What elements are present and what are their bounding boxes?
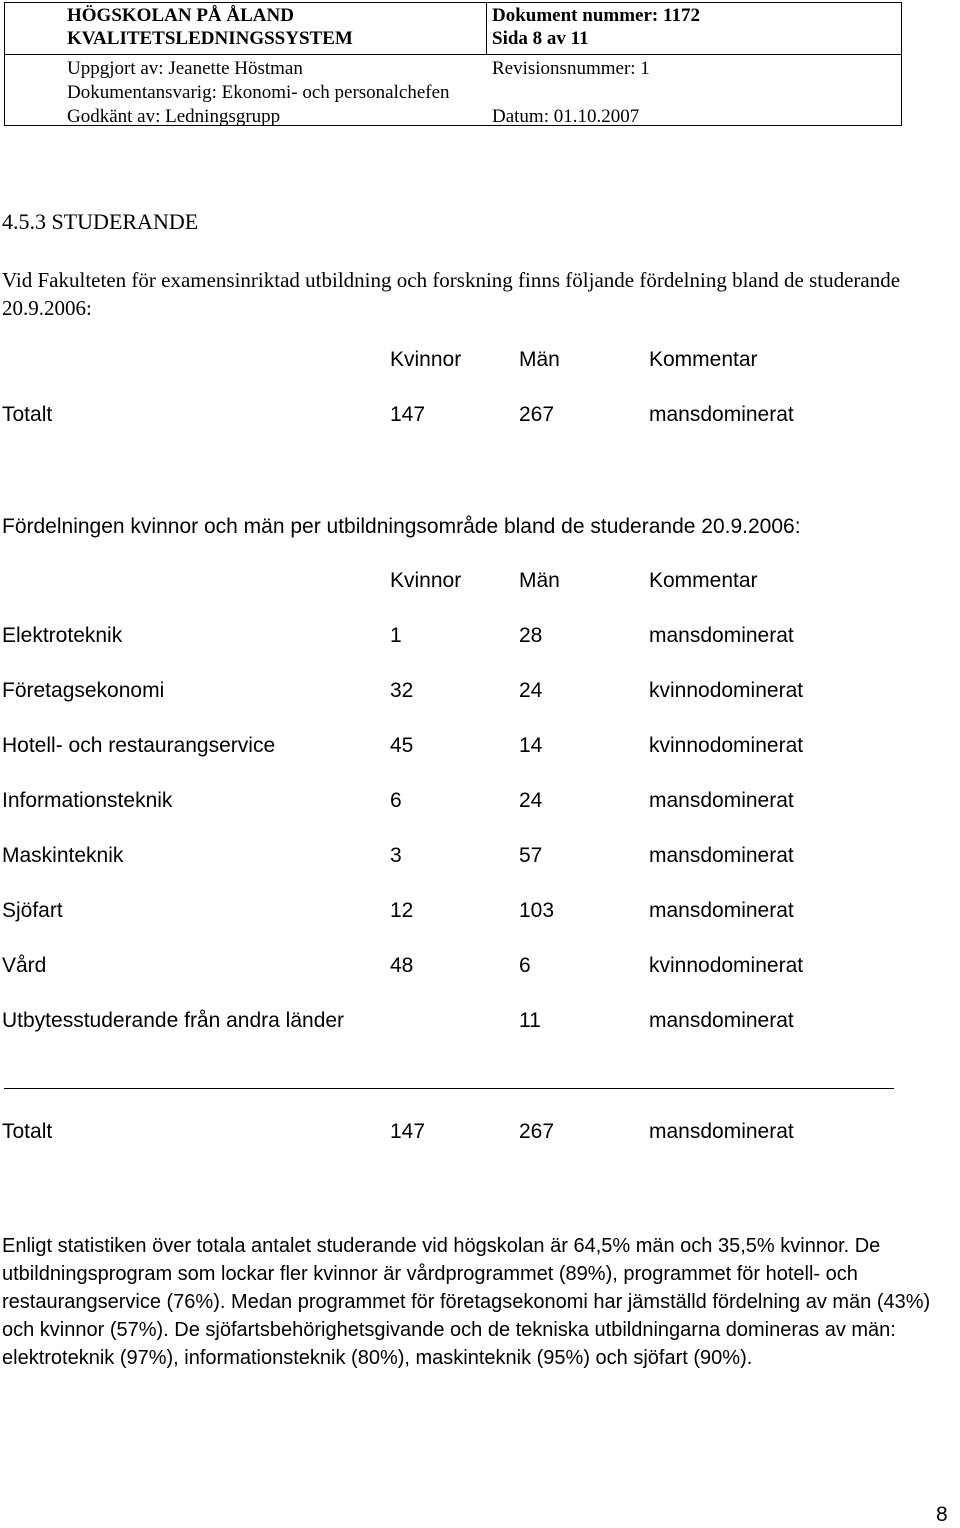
header-vertical-divider (486, 3, 487, 55)
approval-date: Datum: 01.10.2007 (492, 106, 640, 127)
prepared-by: Uppgjort av: Jeanette Höstman (67, 58, 303, 79)
cell-comment: mansdominerat (649, 789, 794, 812)
page-number: 8 (936, 1503, 948, 1526)
cell-men: 103 (519, 899, 555, 922)
col-header-comment: Kommentar (649, 348, 758, 371)
table-row (2, 899, 942, 929)
responsible: Dokumentansvarig: Ekonomi- och personalchefen (67, 82, 450, 103)
total-divider-line (4, 1088, 894, 1089)
row-label: Företagsekonomi (2, 679, 165, 702)
detail-caption: Fördelningen kvinnor och män per utbildningsområde bland de studerande 20.9.2006: (2, 515, 801, 538)
cell-men: 24 (519, 789, 543, 812)
row-label: Informationsteknik (2, 789, 173, 812)
table-row (2, 789, 942, 819)
org-name: HÖGSKOLAN PÅ ÅLAND (67, 5, 294, 26)
total-label: Totalt (2, 1120, 53, 1143)
table-row (2, 844, 942, 874)
cell-women: 6 (390, 789, 402, 812)
row-label: Utbytesstuderande från andra länder (2, 1009, 345, 1032)
row-label: Elektroteknik (2, 624, 123, 647)
row-label: Maskinteknik (2, 844, 124, 867)
summary-table-header (2, 348, 942, 378)
row-label: Totalt (2, 403, 53, 426)
cell-women: 48 (390, 954, 414, 977)
cell-comment: kvinnodominerat (649, 679, 804, 702)
table-row (2, 624, 942, 654)
cell-women: 3 (390, 844, 402, 867)
page-of: Sida 8 av 11 (492, 28, 589, 49)
cell-women: 147 (390, 403, 426, 426)
total-row (2, 1120, 942, 1150)
cell-men: 57 (519, 844, 543, 867)
cell-men: 11 (519, 1009, 541, 1032)
header-divider (5, 54, 901, 55)
total-comment: mansdominerat (649, 1120, 794, 1143)
row-label: Vård (2, 954, 47, 977)
col-header-comment: Kommentar (649, 569, 758, 592)
table-row (2, 954, 942, 984)
table-row (2, 734, 942, 764)
revision-number: Revisionsnummer: 1 (492, 58, 650, 79)
cell-men: 14 (519, 734, 543, 757)
row-label: Hotell- och restaurangservice (2, 734, 276, 757)
cell-comment: kvinnodominerat (649, 954, 804, 977)
cell-comment: mansdominerat (649, 1009, 794, 1032)
row-label: Sjöfart (2, 899, 63, 922)
cell-comment: mansdominerat (649, 403, 794, 426)
cell-men: 24 (519, 679, 543, 702)
cell-men: 267 (519, 403, 555, 426)
col-header-men: Män (519, 348, 560, 371)
cell-women: 32 (390, 679, 414, 702)
cell-men: 28 (519, 624, 543, 647)
cell-women: 45 (390, 734, 414, 757)
cell-women: 12 (390, 899, 414, 922)
doc-number: Dokument nummer: 1172 (492, 5, 700, 26)
col-header-women: Kvinnor (390, 348, 462, 371)
col-header-men: Män (519, 569, 560, 592)
system-name: KVALITETSLEDNINGSSYSTEM (67, 28, 353, 49)
cell-comment: kvinnodominerat (649, 734, 804, 757)
col-header-women: Kvinnor (390, 569, 462, 592)
conclusion-paragraph: Enligt statistiken över totala antalet studerande vid högskolan är 64,5% män och 35,5% kvinnor. De utbildningsprogram som lockar fler kvinnor är vårdprogrammet (89%), programmet för hotell- och restaurangservice (76%). Medan programmet för företagsekonomi har jämställd fördelning av män (43%) och kvinnor (57%). De sjöfartsbehörighetsgivande och de tekniska utbildningarna domineras av män: elektroteknik (97%), informationsteknik (80%), maskinteknik (95%) och sjöfart (90%). (2, 1235, 931, 1369)
section-title: 4.5.3 STUDERANDE (2, 209, 199, 234)
approved-by: Godkänt av: Ledningsgrupp (67, 106, 281, 127)
intro-paragraph: Vid Fakulteten för examensinriktad utbildning och forskning finns följande fördelning bland de studerande 20.9.2006: (2, 268, 901, 320)
detail-table-header (2, 569, 942, 599)
cell-comment: mansdominerat (649, 624, 794, 647)
total-women: 147 (390, 1120, 426, 1143)
total-men: 267 (519, 1120, 555, 1143)
cell-comment: mansdominerat (649, 899, 794, 922)
table-row (2, 1009, 942, 1039)
cell-men: 6 (519, 954, 531, 977)
table-row (2, 679, 942, 709)
summary-table-row (2, 403, 942, 433)
cell-women: 1 (390, 624, 402, 647)
document-header (4, 2, 902, 126)
cell-comment: mansdominerat (649, 844, 794, 867)
